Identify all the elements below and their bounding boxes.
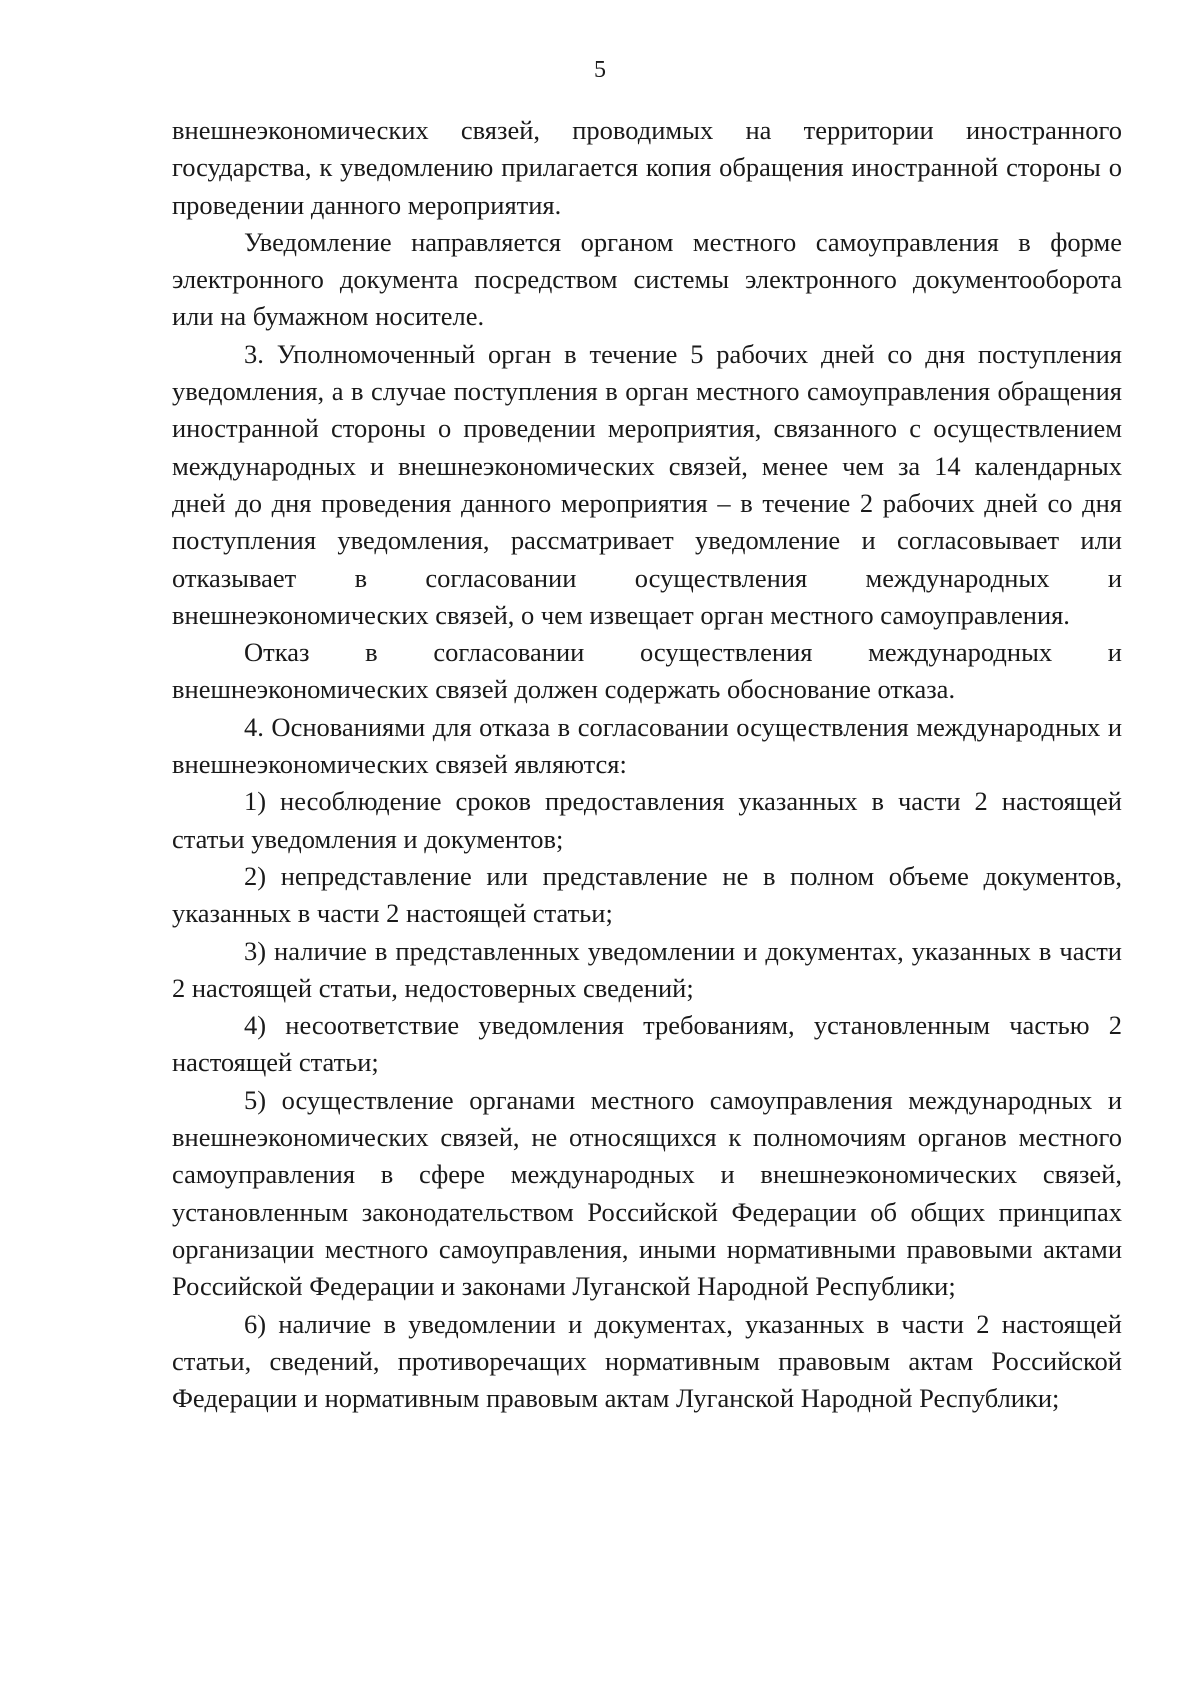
paragraph-item-3: 3. Уполномоченный орган в течение 5 рабочих дней со дня поступления уведомления, а в случае поступления в орган местного самоуправления обращения иностранной стороны о проведении мероприятия, связанного с осуществлением международных и внешнеэкономических связей, менее чем за 14 календарных дней до дня проведения данного мероприятия – в течение 2 рабочих дней со дня поступления уведомления, рассматривает уведомление и согласовывает или отказывает в согласовании осуществления международных и внешнеэкономических связей, о чем извещает орган местного самоуправления. [172, 338, 1122, 630]
list-item-6: 6) наличие в уведомлении и документах, указанных в части 2 настоящей статьи, сведений, противоречащих нормативным правовым актам Российской Федерации и нормативным правовым актам Луганской Народной Республики; [172, 1308, 1122, 1414]
page-number: 5 [594, 57, 606, 83]
list-item-3: 3) наличие в представленных уведомлении и документах, указанных в части 2 настоящей статьи, недостоверных сведений; [172, 935, 1122, 1003]
paragraph-item-4: 4. Основаниями для отказа в согласовании осуществления международных и внешнеэкономических связей являются: [172, 711, 1122, 780]
list-item-5: 5) осуществление органами местного самоуправления международных и внешнеэкономических связей, не относящихся к полномочиям органов местного самоуправления в сфере международных и внешнеэкономических связей, установленным законодательством Российской Федерации об общих принципах организации местного самоуправления, иными нормативными правовыми актами Российской Федерации и законами Луганской Народной Республики; [172, 1084, 1122, 1302]
paragraph-refusal-justification: Отказ в согласовании осуществления международных и внешнеэкономических связей должен содержать обоснование отказа. [172, 637, 1122, 705]
paragraph-notification-method: Уведомление направляется органом местного самоуправления в форме электронного документа посредством системы электронного документооборота или на бумажном носителе. [172, 226, 1122, 332]
list-item-1: 1) несоблюдение сроков предоставления указанных в части 2 настоящей статьи уведомления и документов; [172, 786, 1122, 854]
document-body [172, 112, 1122, 1417]
list-item-4: 4) несоответствие уведомления требованиям, установленным частью 2 настоящей статьи; [172, 1010, 1122, 1078]
paragraph-continuation: внешнеэкономических связей, проводимых на территории иностранного государства, к уведомлению прилагается копия обращения иностранной стороны о проведении данного мероприятия. [172, 115, 1122, 220]
list-item-2: 2) непредставление или представление не в полном объеме документов, указанных в части 2 настоящей статьи; [172, 860, 1122, 929]
